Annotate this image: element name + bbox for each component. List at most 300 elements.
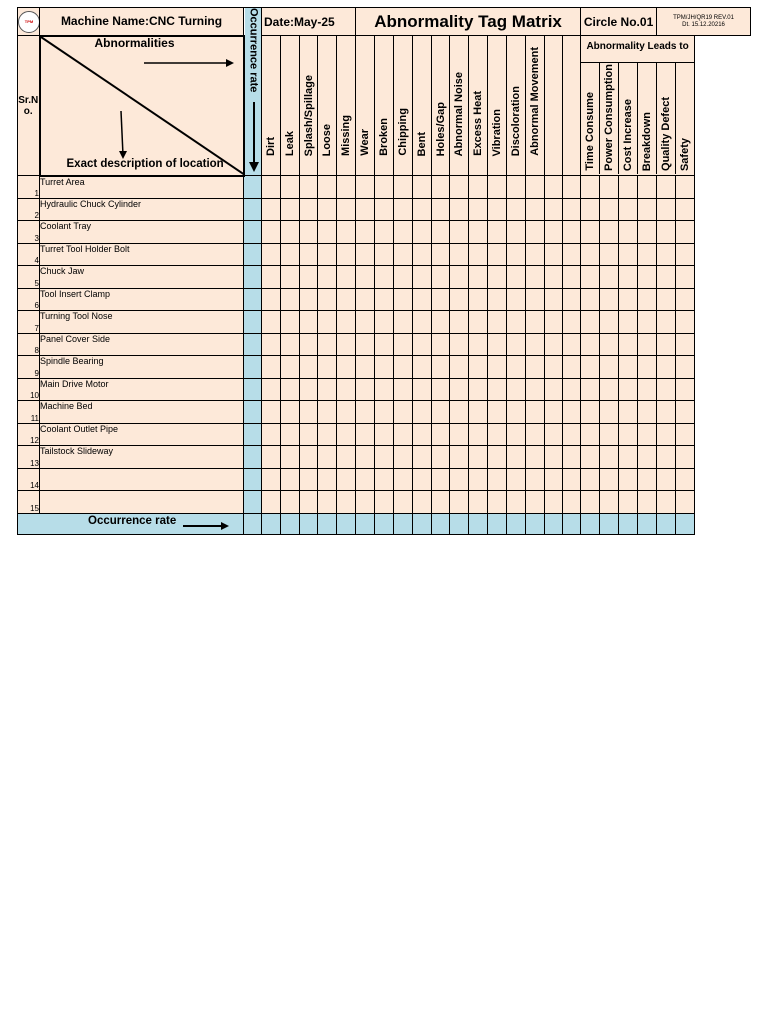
matrix-cell[interactable] xyxy=(300,176,318,199)
matrix-cell[interactable] xyxy=(507,311,526,334)
matrix-cell[interactable] xyxy=(300,356,318,379)
matrix-cell[interactable] xyxy=(581,288,600,311)
matrix-cell[interactable] xyxy=(638,401,657,424)
matrix-cell[interactable] xyxy=(545,243,563,266)
matrix-cell[interactable] xyxy=(581,176,600,199)
matrix-cell[interactable] xyxy=(581,378,600,401)
matrix-cell[interactable] xyxy=(300,491,318,514)
matrix-cell[interactable] xyxy=(507,176,526,199)
occurrence-total-cell[interactable] xyxy=(375,513,394,534)
matrix-cell[interactable] xyxy=(488,356,507,379)
occurrence-cell[interactable] xyxy=(244,356,262,379)
matrix-cell[interactable] xyxy=(638,446,657,469)
matrix-cell[interactable] xyxy=(638,221,657,244)
occurrence-cell[interactable] xyxy=(244,198,262,221)
matrix-cell[interactable] xyxy=(469,243,488,266)
matrix-cell[interactable] xyxy=(281,446,300,469)
matrix-cell[interactable] xyxy=(619,446,638,469)
matrix-cell[interactable] xyxy=(413,423,432,446)
matrix-cell[interactable] xyxy=(262,423,281,446)
matrix-cell[interactable] xyxy=(488,311,507,334)
matrix-cell[interactable] xyxy=(375,266,394,289)
matrix-cell[interactable] xyxy=(413,491,432,514)
matrix-cell[interactable] xyxy=(507,243,526,266)
matrix-cell[interactable] xyxy=(262,356,281,379)
matrix-cell[interactable] xyxy=(375,468,394,491)
matrix-cell[interactable] xyxy=(581,356,600,379)
matrix-cell[interactable] xyxy=(507,288,526,311)
matrix-cell[interactable] xyxy=(262,401,281,424)
matrix-cell[interactable] xyxy=(450,468,469,491)
matrix-cell[interactable] xyxy=(469,176,488,199)
matrix-cell[interactable] xyxy=(318,311,337,334)
matrix-cell[interactable] xyxy=(581,446,600,469)
matrix-cell[interactable] xyxy=(600,266,619,289)
matrix-cell[interactable] xyxy=(375,311,394,334)
matrix-cell[interactable] xyxy=(581,266,600,289)
matrix-cell[interactable] xyxy=(432,378,450,401)
matrix-cell[interactable] xyxy=(318,356,337,379)
matrix-cell[interactable] xyxy=(318,288,337,311)
matrix-cell[interactable] xyxy=(394,311,413,334)
matrix-cell[interactable] xyxy=(318,198,337,221)
occurrence-total-cell[interactable] xyxy=(356,513,375,534)
matrix-cell[interactable] xyxy=(545,378,563,401)
matrix-cell[interactable] xyxy=(638,468,657,491)
matrix-cell[interactable] xyxy=(413,288,432,311)
matrix-cell[interactable] xyxy=(676,468,695,491)
occurrence-total-cell[interactable] xyxy=(600,513,619,534)
matrix-cell[interactable] xyxy=(563,446,581,469)
matrix-cell[interactable] xyxy=(619,176,638,199)
matrix-cell[interactable] xyxy=(337,423,356,446)
matrix-cell[interactable] xyxy=(432,176,450,199)
matrix-cell[interactable] xyxy=(488,243,507,266)
matrix-cell[interactable] xyxy=(375,288,394,311)
matrix-cell[interactable] xyxy=(657,468,676,491)
matrix-cell[interactable] xyxy=(581,221,600,244)
matrix-cell[interactable] xyxy=(318,468,337,491)
matrix-cell[interactable] xyxy=(619,356,638,379)
matrix-cell[interactable] xyxy=(413,356,432,379)
matrix-cell[interactable] xyxy=(450,401,469,424)
matrix-cell[interactable] xyxy=(469,311,488,334)
matrix-cell[interactable] xyxy=(619,288,638,311)
matrix-cell[interactable] xyxy=(300,446,318,469)
matrix-cell[interactable] xyxy=(450,243,469,266)
matrix-cell[interactable] xyxy=(600,356,619,379)
matrix-cell[interactable] xyxy=(450,491,469,514)
matrix-cell[interactable] xyxy=(375,491,394,514)
occurrence-total-cell[interactable] xyxy=(619,513,638,534)
matrix-cell[interactable] xyxy=(356,423,375,446)
matrix-cell[interactable] xyxy=(394,243,413,266)
matrix-cell[interactable] xyxy=(300,198,318,221)
occurrence-total-cell[interactable] xyxy=(413,513,432,534)
occurrence-total-cell[interactable] xyxy=(394,513,413,534)
matrix-cell[interactable] xyxy=(394,491,413,514)
matrix-cell[interactable] xyxy=(488,288,507,311)
matrix-cell[interactable] xyxy=(581,311,600,334)
matrix-cell[interactable] xyxy=(432,423,450,446)
matrix-cell[interactable] xyxy=(281,491,300,514)
matrix-cell[interactable] xyxy=(281,401,300,424)
matrix-cell[interactable] xyxy=(394,176,413,199)
matrix-cell[interactable] xyxy=(526,243,545,266)
matrix-cell[interactable] xyxy=(318,176,337,199)
matrix-cell[interactable] xyxy=(676,266,695,289)
matrix-cell[interactable] xyxy=(413,401,432,424)
matrix-cell[interactable] xyxy=(262,198,281,221)
matrix-cell[interactable] xyxy=(488,266,507,289)
matrix-cell[interactable] xyxy=(450,356,469,379)
matrix-cell[interactable] xyxy=(394,446,413,469)
occurrence-cell[interactable] xyxy=(244,401,262,424)
matrix-cell[interactable] xyxy=(413,198,432,221)
matrix-cell[interactable] xyxy=(356,468,375,491)
matrix-cell[interactable] xyxy=(563,333,581,356)
matrix-cell[interactable] xyxy=(469,423,488,446)
matrix-cell[interactable] xyxy=(676,356,695,379)
occurrence-total-cell[interactable] xyxy=(300,513,318,534)
matrix-cell[interactable] xyxy=(563,401,581,424)
matrix-cell[interactable] xyxy=(318,266,337,289)
matrix-cell[interactable] xyxy=(488,198,507,221)
occurrence-cell[interactable] xyxy=(244,311,262,334)
matrix-cell[interactable] xyxy=(600,311,619,334)
matrix-cell[interactable] xyxy=(300,243,318,266)
matrix-cell[interactable] xyxy=(262,311,281,334)
matrix-cell[interactable] xyxy=(469,468,488,491)
matrix-cell[interactable] xyxy=(488,176,507,199)
matrix-cell[interactable] xyxy=(450,446,469,469)
matrix-cell[interactable] xyxy=(563,221,581,244)
matrix-cell[interactable] xyxy=(300,311,318,334)
matrix-cell[interactable] xyxy=(394,288,413,311)
matrix-cell[interactable] xyxy=(638,491,657,514)
matrix-cell[interactable] xyxy=(300,401,318,424)
matrix-cell[interactable] xyxy=(657,221,676,244)
matrix-cell[interactable] xyxy=(375,221,394,244)
matrix-cell[interactable] xyxy=(507,221,526,244)
matrix-cell[interactable] xyxy=(488,423,507,446)
matrix-cell[interactable] xyxy=(432,198,450,221)
matrix-cell[interactable] xyxy=(526,446,545,469)
matrix-cell[interactable] xyxy=(545,333,563,356)
matrix-cell[interactable] xyxy=(526,468,545,491)
occurrence-total-cell[interactable] xyxy=(432,513,450,534)
matrix-cell[interactable] xyxy=(600,491,619,514)
matrix-cell[interactable] xyxy=(262,243,281,266)
matrix-cell[interactable] xyxy=(262,491,281,514)
matrix-cell[interactable] xyxy=(413,446,432,469)
matrix-cell[interactable] xyxy=(638,243,657,266)
matrix-cell[interactable] xyxy=(375,176,394,199)
matrix-cell[interactable] xyxy=(469,266,488,289)
matrix-cell[interactable] xyxy=(469,198,488,221)
matrix-cell[interactable] xyxy=(600,176,619,199)
occurrence-total-cell[interactable] xyxy=(657,513,676,534)
matrix-cell[interactable] xyxy=(563,423,581,446)
occurrence-cell[interactable] xyxy=(244,333,262,356)
occurrence-total-cell[interactable] xyxy=(488,513,507,534)
matrix-cell[interactable] xyxy=(526,288,545,311)
matrix-cell[interactable] xyxy=(507,266,526,289)
matrix-cell[interactable] xyxy=(507,356,526,379)
occurrence-cell[interactable] xyxy=(244,243,262,266)
matrix-cell[interactable] xyxy=(356,401,375,424)
matrix-cell[interactable] xyxy=(413,266,432,289)
occurrence-cell[interactable] xyxy=(244,446,262,469)
matrix-cell[interactable] xyxy=(432,311,450,334)
matrix-cell[interactable] xyxy=(619,266,638,289)
matrix-cell[interactable] xyxy=(563,356,581,379)
matrix-cell[interactable] xyxy=(526,176,545,199)
matrix-cell[interactable] xyxy=(337,198,356,221)
matrix-cell[interactable] xyxy=(488,468,507,491)
matrix-cell[interactable] xyxy=(300,288,318,311)
matrix-cell[interactable] xyxy=(318,221,337,244)
matrix-cell[interactable] xyxy=(657,401,676,424)
matrix-cell[interactable] xyxy=(394,468,413,491)
matrix-cell[interactable] xyxy=(356,243,375,266)
occurrence-total-cell[interactable] xyxy=(526,513,545,534)
matrix-cell[interactable] xyxy=(432,221,450,244)
matrix-cell[interactable] xyxy=(432,401,450,424)
matrix-cell[interactable] xyxy=(600,401,619,424)
matrix-cell[interactable] xyxy=(563,266,581,289)
matrix-cell[interactable] xyxy=(394,333,413,356)
matrix-cell[interactable] xyxy=(337,311,356,334)
matrix-cell[interactable] xyxy=(262,266,281,289)
matrix-cell[interactable] xyxy=(638,423,657,446)
matrix-cell[interactable] xyxy=(507,378,526,401)
matrix-cell[interactable] xyxy=(469,491,488,514)
matrix-cell[interactable] xyxy=(600,243,619,266)
matrix-cell[interactable] xyxy=(545,176,563,199)
matrix-cell[interactable] xyxy=(281,266,300,289)
matrix-cell[interactable] xyxy=(638,356,657,379)
occurrence-total-cell[interactable] xyxy=(676,513,695,534)
matrix-cell[interactable] xyxy=(488,378,507,401)
matrix-cell[interactable] xyxy=(432,468,450,491)
matrix-cell[interactable] xyxy=(507,333,526,356)
matrix-cell[interactable] xyxy=(281,333,300,356)
matrix-cell[interactable] xyxy=(657,491,676,514)
matrix-cell[interactable] xyxy=(657,333,676,356)
matrix-cell[interactable] xyxy=(545,288,563,311)
matrix-cell[interactable] xyxy=(563,378,581,401)
matrix-cell[interactable] xyxy=(657,356,676,379)
matrix-cell[interactable] xyxy=(657,311,676,334)
matrix-cell[interactable] xyxy=(526,401,545,424)
matrix-cell[interactable] xyxy=(488,446,507,469)
occurrence-cell[interactable] xyxy=(244,468,262,491)
matrix-cell[interactable] xyxy=(469,288,488,311)
matrix-cell[interactable] xyxy=(563,288,581,311)
matrix-cell[interactable] xyxy=(337,266,356,289)
matrix-cell[interactable] xyxy=(676,243,695,266)
matrix-cell[interactable] xyxy=(318,378,337,401)
matrix-cell[interactable] xyxy=(600,378,619,401)
matrix-cell[interactable] xyxy=(600,468,619,491)
matrix-cell[interactable] xyxy=(450,221,469,244)
matrix-cell[interactable] xyxy=(450,423,469,446)
matrix-cell[interactable] xyxy=(600,333,619,356)
matrix-cell[interactable] xyxy=(676,221,695,244)
occurrence-total-cell[interactable] xyxy=(244,513,262,534)
matrix-cell[interactable] xyxy=(638,333,657,356)
matrix-cell[interactable] xyxy=(300,423,318,446)
matrix-cell[interactable] xyxy=(488,491,507,514)
matrix-cell[interactable] xyxy=(450,288,469,311)
occurrence-cell[interactable] xyxy=(244,491,262,514)
matrix-cell[interactable] xyxy=(657,378,676,401)
matrix-cell[interactable] xyxy=(619,243,638,266)
matrix-cell[interactable] xyxy=(638,176,657,199)
matrix-cell[interactable] xyxy=(394,266,413,289)
matrix-cell[interactable] xyxy=(581,468,600,491)
matrix-cell[interactable] xyxy=(394,423,413,446)
matrix-cell[interactable] xyxy=(619,221,638,244)
matrix-cell[interactable] xyxy=(337,176,356,199)
matrix-cell[interactable] xyxy=(638,288,657,311)
matrix-cell[interactable] xyxy=(545,356,563,379)
matrix-cell[interactable] xyxy=(545,468,563,491)
matrix-cell[interactable] xyxy=(413,468,432,491)
matrix-cell[interactable] xyxy=(432,446,450,469)
matrix-cell[interactable] xyxy=(657,446,676,469)
matrix-cell[interactable] xyxy=(375,333,394,356)
matrix-cell[interactable] xyxy=(394,221,413,244)
matrix-cell[interactable] xyxy=(526,356,545,379)
matrix-cell[interactable] xyxy=(469,221,488,244)
matrix-cell[interactable] xyxy=(262,221,281,244)
matrix-cell[interactable] xyxy=(581,401,600,424)
matrix-cell[interactable] xyxy=(600,288,619,311)
matrix-cell[interactable] xyxy=(638,266,657,289)
matrix-cell[interactable] xyxy=(281,176,300,199)
occurrence-total-cell[interactable] xyxy=(281,513,300,534)
occurrence-total-cell[interactable] xyxy=(450,513,469,534)
matrix-cell[interactable] xyxy=(262,288,281,311)
matrix-cell[interactable] xyxy=(676,288,695,311)
matrix-cell[interactable] xyxy=(563,311,581,334)
occurrence-total-cell[interactable] xyxy=(545,513,563,534)
matrix-cell[interactable] xyxy=(545,311,563,334)
matrix-cell[interactable] xyxy=(619,333,638,356)
matrix-cell[interactable] xyxy=(356,198,375,221)
matrix-cell[interactable] xyxy=(413,311,432,334)
matrix-cell[interactable] xyxy=(300,468,318,491)
matrix-cell[interactable] xyxy=(563,491,581,514)
matrix-cell[interactable] xyxy=(356,266,375,289)
matrix-cell[interactable] xyxy=(526,311,545,334)
matrix-cell[interactable] xyxy=(432,356,450,379)
matrix-cell[interactable] xyxy=(450,266,469,289)
matrix-cell[interactable] xyxy=(281,311,300,334)
matrix-cell[interactable] xyxy=(526,491,545,514)
matrix-cell[interactable] xyxy=(545,221,563,244)
matrix-cell[interactable] xyxy=(281,198,300,221)
matrix-cell[interactable] xyxy=(262,333,281,356)
matrix-cell[interactable] xyxy=(507,468,526,491)
matrix-cell[interactable] xyxy=(300,266,318,289)
matrix-cell[interactable] xyxy=(619,198,638,221)
matrix-cell[interactable] xyxy=(356,333,375,356)
matrix-cell[interactable] xyxy=(281,221,300,244)
matrix-cell[interactable] xyxy=(581,491,600,514)
matrix-cell[interactable] xyxy=(507,401,526,424)
occurrence-total-cell[interactable] xyxy=(318,513,337,534)
matrix-cell[interactable] xyxy=(337,446,356,469)
matrix-cell[interactable] xyxy=(432,288,450,311)
matrix-cell[interactable] xyxy=(600,198,619,221)
matrix-cell[interactable] xyxy=(281,243,300,266)
matrix-cell[interactable] xyxy=(469,401,488,424)
matrix-cell[interactable] xyxy=(469,333,488,356)
occurrence-cell[interactable] xyxy=(244,378,262,401)
matrix-cell[interactable] xyxy=(262,176,281,199)
matrix-cell[interactable] xyxy=(676,401,695,424)
matrix-cell[interactable] xyxy=(356,356,375,379)
matrix-cell[interactable] xyxy=(300,221,318,244)
matrix-cell[interactable] xyxy=(356,311,375,334)
matrix-cell[interactable] xyxy=(545,491,563,514)
matrix-cell[interactable] xyxy=(356,446,375,469)
matrix-cell[interactable] xyxy=(581,243,600,266)
matrix-cell[interactable] xyxy=(657,198,676,221)
matrix-cell[interactable] xyxy=(469,378,488,401)
matrix-cell[interactable] xyxy=(450,176,469,199)
matrix-cell[interactable] xyxy=(337,378,356,401)
matrix-cell[interactable] xyxy=(450,311,469,334)
matrix-cell[interactable] xyxy=(450,333,469,356)
matrix-cell[interactable] xyxy=(638,198,657,221)
matrix-cell[interactable] xyxy=(262,378,281,401)
occurrence-cell[interactable] xyxy=(244,423,262,446)
matrix-cell[interactable] xyxy=(318,243,337,266)
matrix-cell[interactable] xyxy=(488,333,507,356)
matrix-cell[interactable] xyxy=(337,333,356,356)
matrix-cell[interactable] xyxy=(356,221,375,244)
matrix-cell[interactable] xyxy=(676,198,695,221)
matrix-cell[interactable] xyxy=(676,333,695,356)
matrix-cell[interactable] xyxy=(413,243,432,266)
matrix-cell[interactable] xyxy=(356,288,375,311)
matrix-cell[interactable] xyxy=(563,468,581,491)
occurrence-cell[interactable] xyxy=(244,288,262,311)
matrix-cell[interactable] xyxy=(337,288,356,311)
matrix-cell[interactable] xyxy=(545,266,563,289)
matrix-cell[interactable] xyxy=(638,378,657,401)
matrix-cell[interactable] xyxy=(676,311,695,334)
matrix-cell[interactable] xyxy=(526,378,545,401)
matrix-cell[interactable] xyxy=(619,491,638,514)
matrix-cell[interactable] xyxy=(432,266,450,289)
matrix-cell[interactable] xyxy=(413,221,432,244)
occurrence-cell[interactable] xyxy=(244,221,262,244)
occurrence-total-cell[interactable] xyxy=(507,513,526,534)
matrix-cell[interactable] xyxy=(413,333,432,356)
matrix-cell[interactable] xyxy=(657,243,676,266)
matrix-cell[interactable] xyxy=(413,176,432,199)
occurrence-total-cell[interactable] xyxy=(262,513,281,534)
matrix-cell[interactable] xyxy=(375,243,394,266)
matrix-cell[interactable] xyxy=(469,356,488,379)
matrix-cell[interactable] xyxy=(432,333,450,356)
matrix-cell[interactable] xyxy=(300,378,318,401)
